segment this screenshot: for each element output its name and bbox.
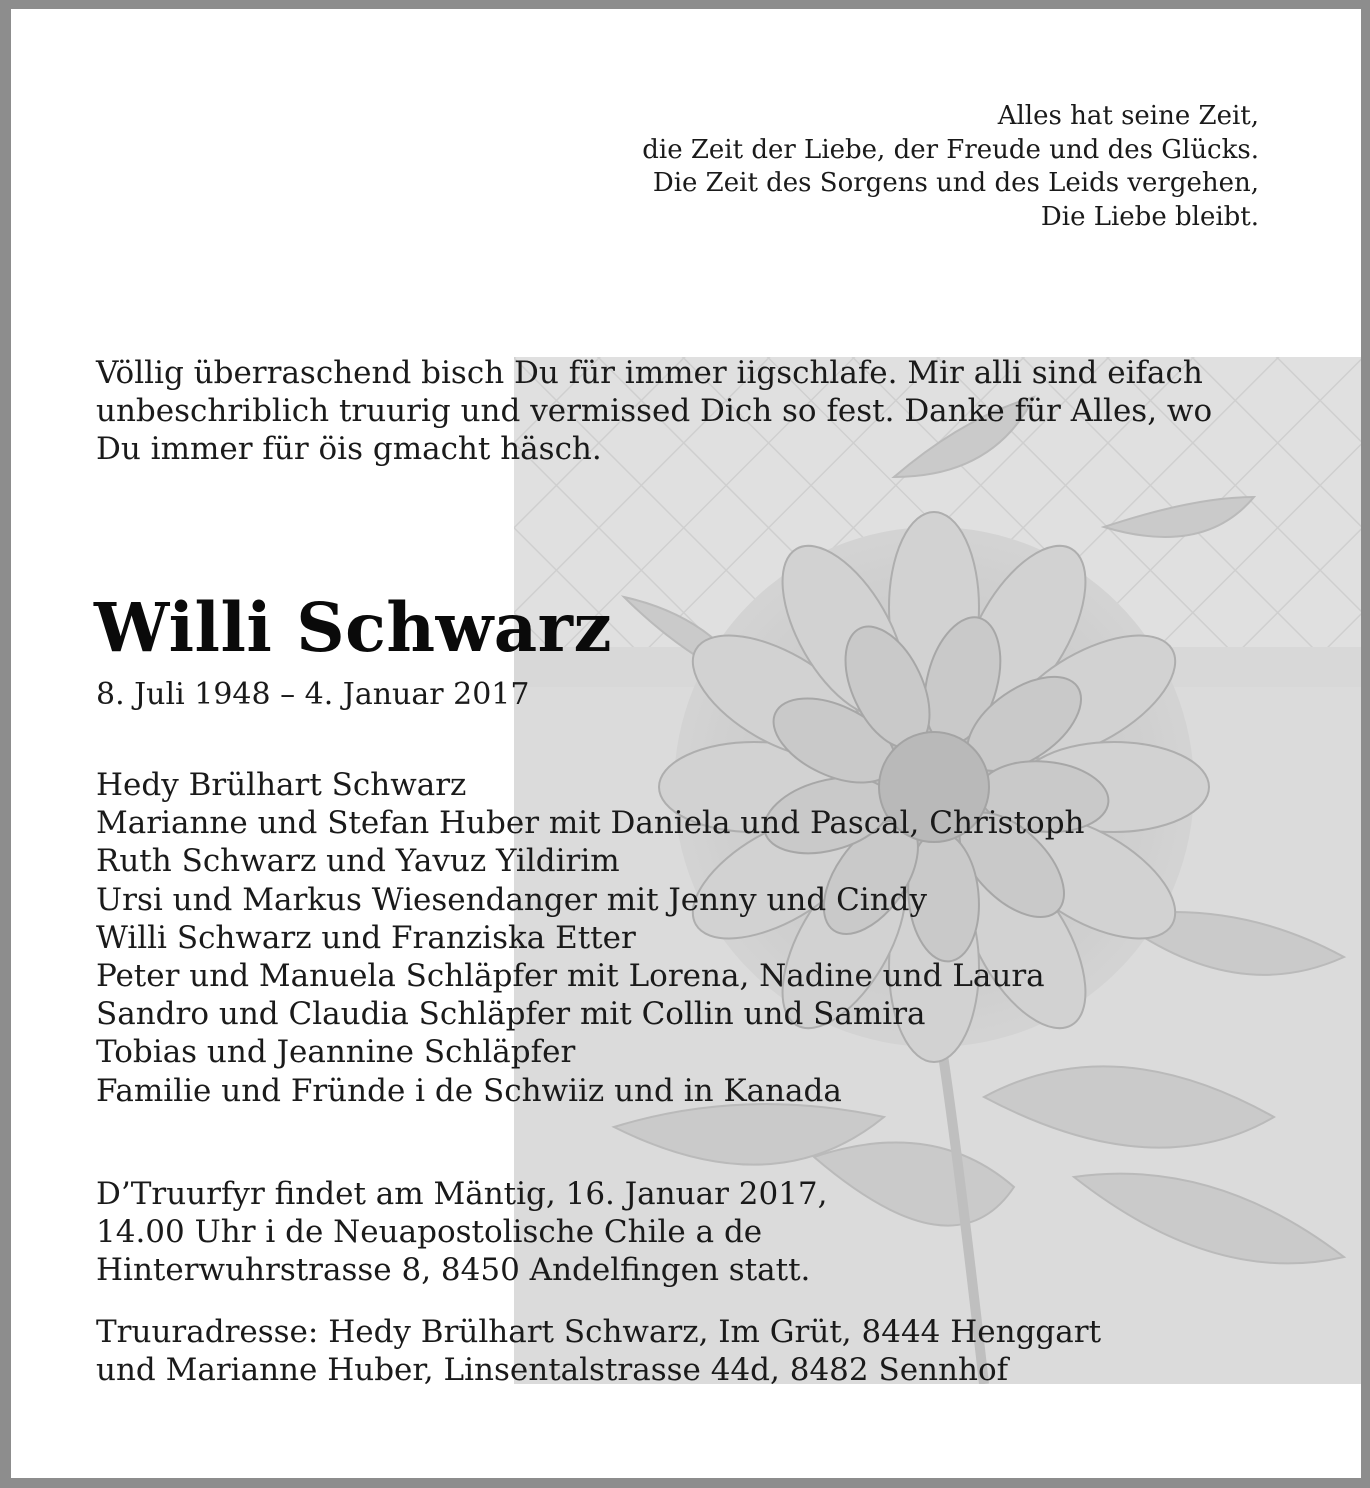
life-dates: 8. Juli 1948 – 4. Januar 2017: [96, 677, 530, 712]
list-item: Tobias und Jeannine Schläpfer: [96, 1034, 576, 1071]
list-item: Ruth Schwarz und Yavuz Yildirim: [96, 843, 620, 880]
address-line: Truuradresse: Hedy Brülhart Schwarz, Im Grüt, 8444 Henggart: [96, 1314, 1102, 1350]
motto-line: Alles hat seine Zeit,: [997, 101, 1259, 131]
intro-line: Völlig überraschend bisch Du für immer iigschlafe. Mir alli sind eifach: [96, 355, 1203, 391]
motto-verse: [642, 100, 1259, 234]
motto-line: Die Liebe bleibt.: [1040, 201, 1259, 232]
intro-line: Du immer für öis gmacht häsch.: [96, 431, 602, 467]
deceased-name: Willi Schwarz: [94, 588, 613, 667]
list-item: Peter und Manuela Schläpfer mit Lorena, Nadine und Laura: [96, 958, 1045, 995]
mourning-address: [96, 1313, 1101, 1389]
service-line: D’Truurfyr findet am Mäntig, 16. Januar 2017,: [96, 1176, 828, 1212]
list-item: Willi Schwarz und Franziska Etter: [96, 919, 636, 956]
motto-line: die Zeit der Liebe, der Freude und des Glücks.: [642, 134, 1259, 165]
list-item: Ursi und Markus Wiesendanger mit Jenny und Cindy: [96, 881, 928, 918]
list-item: Marianne und Stefan Huber mit Daniela und Pascal, Christoph: [96, 805, 1085, 842]
address-line: und Marianne Huber, Linsentalstrasse 44d, 8482 Sennhof: [96, 1352, 1009, 1388]
intro-line: unbeschriblich truurig und vermissed Dich so fest. Danke für Alles, wo: [96, 393, 1213, 429]
service-line: Hinterwuhrstrasse 8, 8450 Andelfingen statt.: [96, 1252, 811, 1288]
intro-text: [96, 354, 1286, 468]
service-line: 14.00 Uhr i de Neuapostolische Chile a de: [96, 1214, 763, 1250]
list-item: Sandro und Claudia Schläpfer mit Collin und Samira: [96, 996, 926, 1033]
funeral-service-info: [96, 1175, 828, 1289]
motto-line: Die Zeit des Sorgens und des Leids vergehen,: [652, 168, 1259, 198]
list-item: Hedy Brülhart Schwarz: [96, 767, 467, 803]
list-item: Familie und Fründe i de Schwiiz und in Kanada: [96, 1072, 842, 1109]
mourners-list: [96, 766, 1085, 1110]
